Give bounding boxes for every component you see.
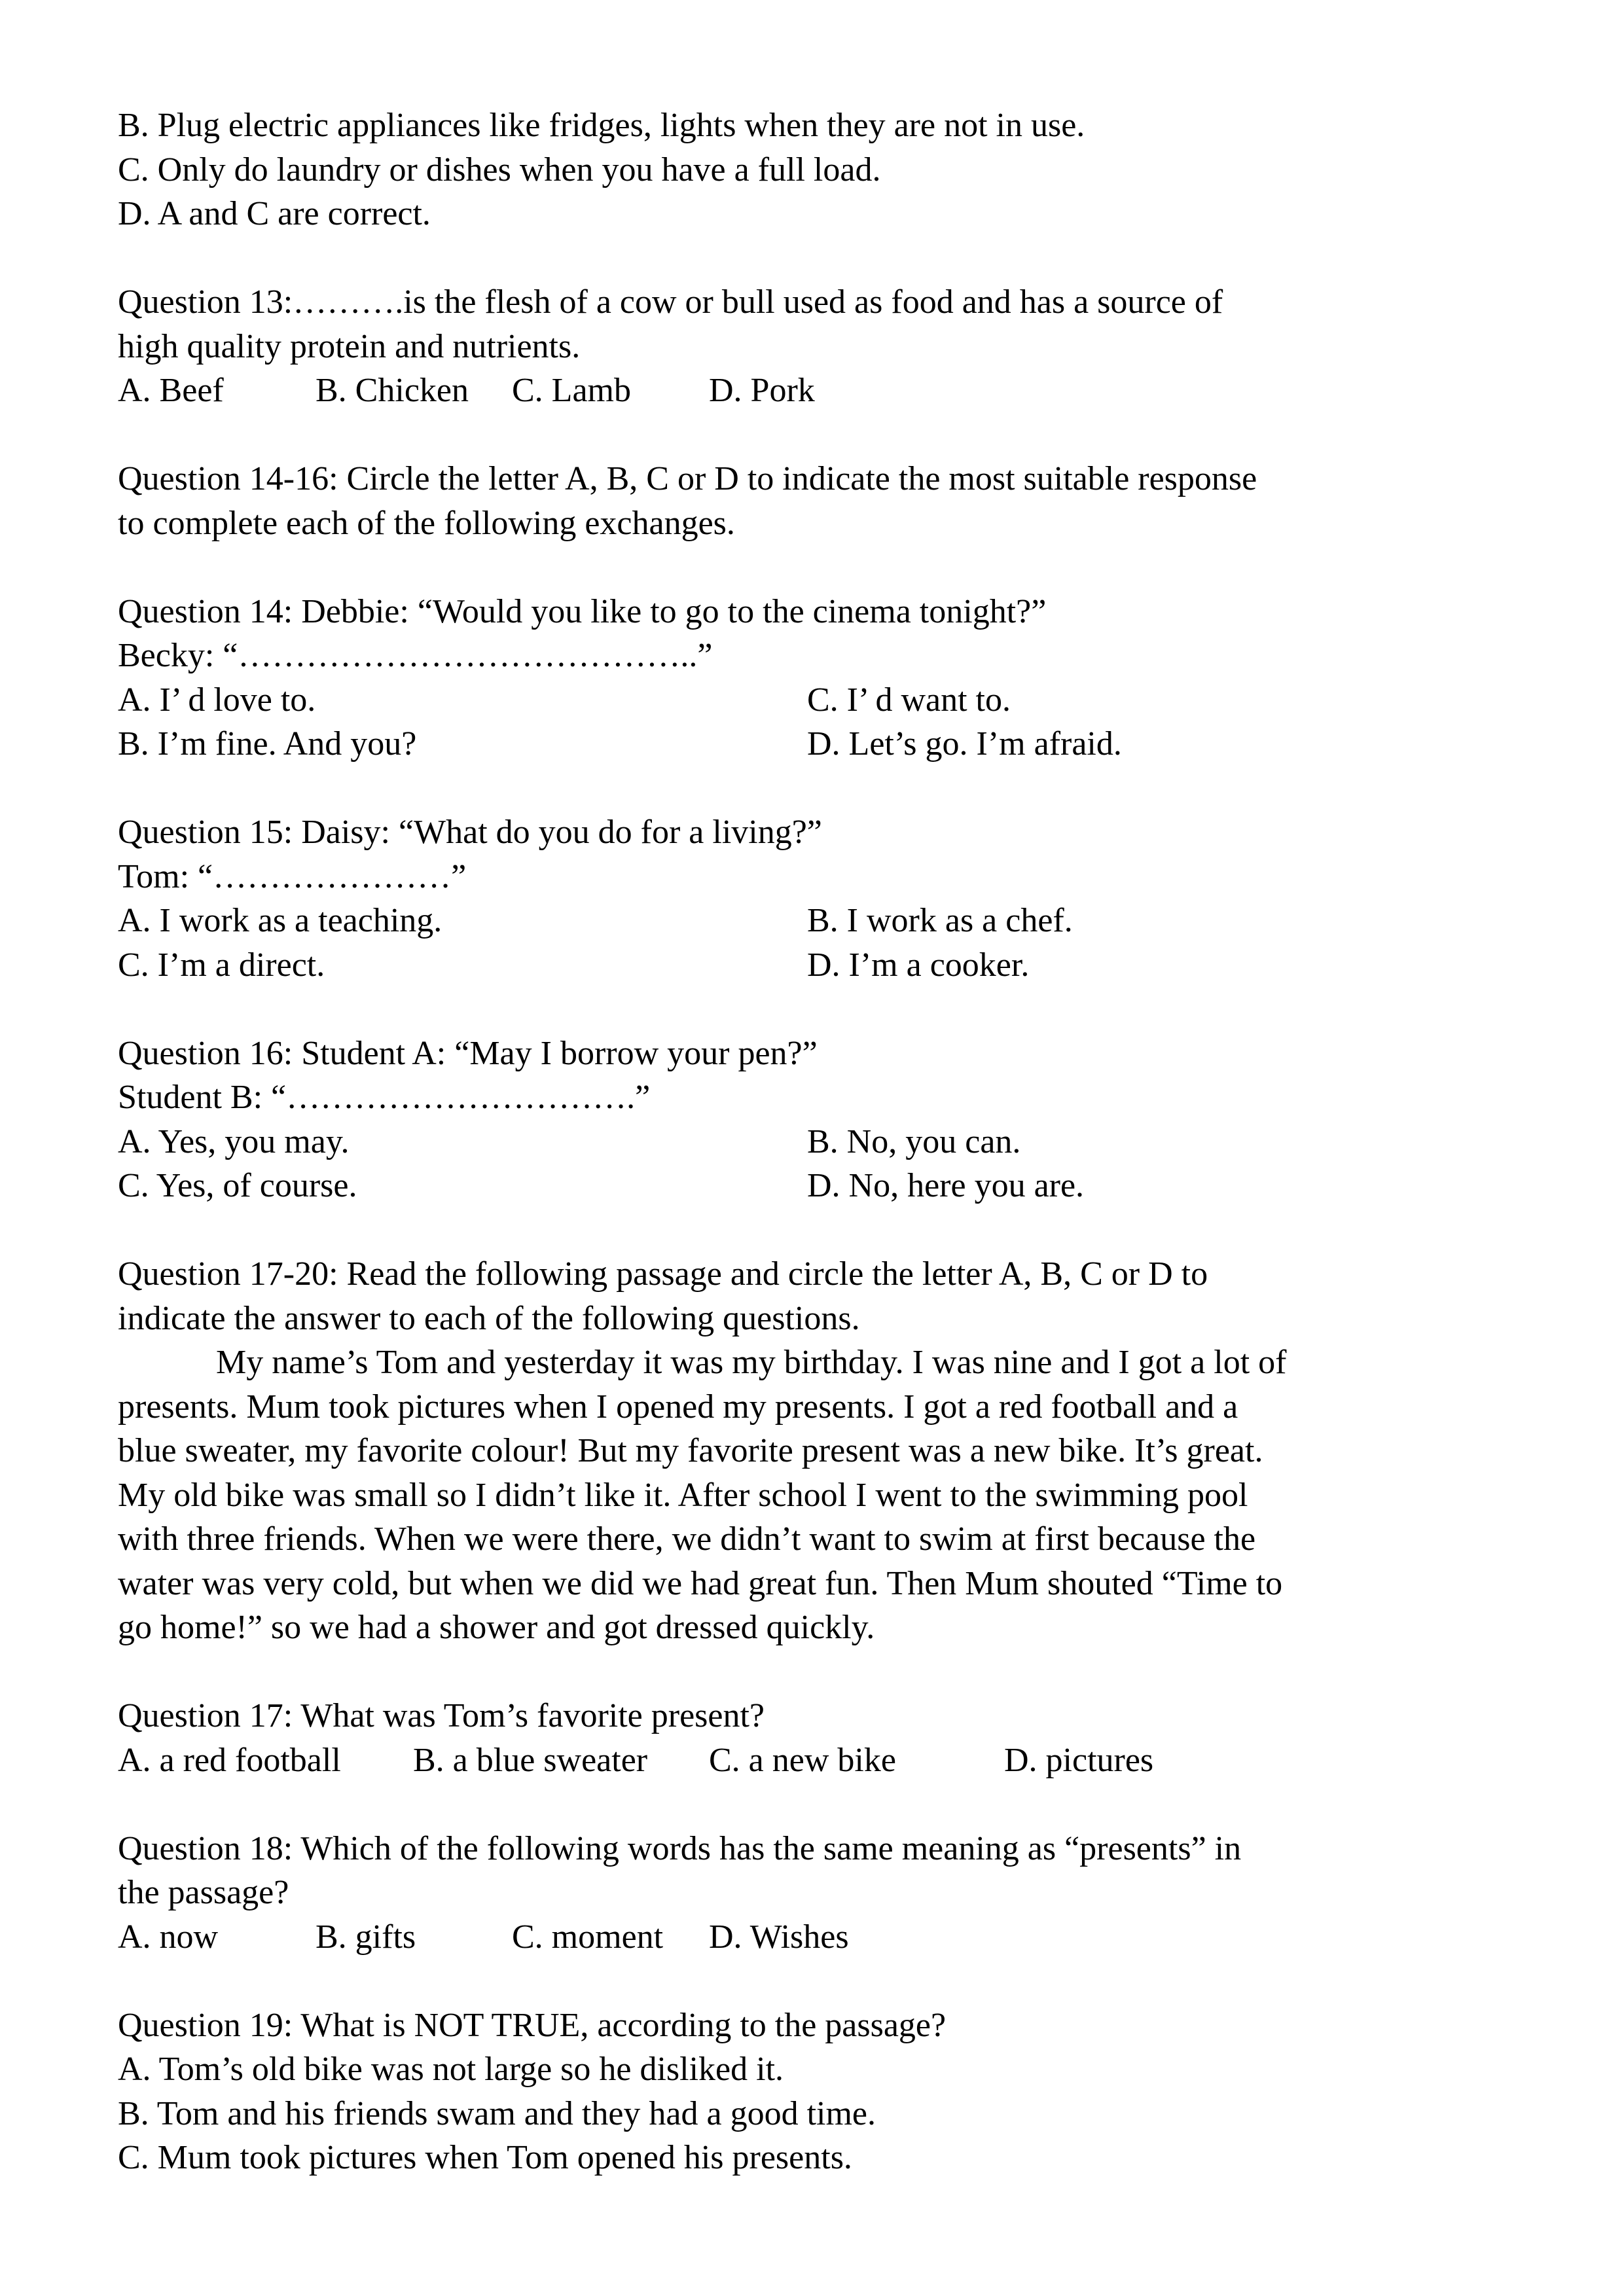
q14-options-row2 (118, 722, 1506, 766)
instructions-14-16-line1: Question 14-16: Circle the letter A, B, C or D to indicate the most suitable response (118, 460, 1257, 497)
passage-line: My name’s Tom and yesterday it was my birthday. I was nine and I got a lot of (216, 1344, 1287, 1381)
passage-line: water was very cold, but when we did we had great fun. Then Mum shouted “Time to (118, 1564, 1283, 1602)
passage-line: presents. Mum took pictures when I opened my presents. I got a red football and a (118, 1388, 1238, 1426)
q16-options-row2 (118, 1164, 1506, 1208)
spacer (118, 545, 1506, 590)
q16-option-c: C. Yes, of course. (118, 1167, 357, 1204)
q15-option-c: C. I’m a direct. (118, 946, 325, 984)
q15-options-row1 (118, 899, 1506, 943)
instructions-14-16-line2: to complete each of the following exchanges. (118, 504, 735, 542)
spacer (118, 236, 1506, 281)
q14-prompt: Question 14: Debbie: “Would you like to go to the cinema tonight?” (118, 592, 1047, 630)
q13-options (118, 368, 1506, 413)
q15-option-d: D. I’m a cooker. (807, 946, 1030, 984)
spacer (118, 1208, 1506, 1253)
q16-reply: Student B: “………………………….” (118, 1079, 651, 1116)
reading-passage (118, 1340, 1506, 1650)
q15-options-row2 (118, 943, 1506, 988)
q15-option-a: A. I work as a teaching. (118, 902, 442, 939)
q17-stem: Question 17: What was Tom’s favorite present? (118, 1697, 765, 1734)
q15-reply: Tom: “…………………” (118, 857, 467, 895)
q18-options (118, 1915, 1506, 1960)
q16-option-a: A. Yes, you may. (118, 1122, 350, 1160)
q14-option-c: C. I’ d want to. (807, 681, 1011, 719)
q18-option-d: D. Wishes (709, 1918, 849, 1956)
q18-option-c: C. moment (512, 1918, 664, 1956)
passage-line: My old bike was small so I didn’t like it. After school I went to the swimming pool (118, 1476, 1248, 1514)
q18-stem-line2: the passage? (118, 1874, 289, 1911)
q16-option-b: B. No, you can. (807, 1122, 1021, 1160)
q17-option-b: B. a blue sweater (413, 1741, 648, 1779)
page-content (118, 103, 1506, 2180)
q17-options (118, 1738, 1506, 1783)
q12-option-d: D. A and C are correct. (118, 195, 431, 232)
passage-line: blue sweater, my favorite colour! But my favorite present was a new bike. It’s great. (118, 1432, 1263, 1469)
q14-option-b: B. I’m fine. And you? (118, 725, 417, 762)
instructions-17-20-line2: indicate the answer to each of the following questions. (118, 1299, 860, 1337)
passage-line: go home!” so we had a shower and got dressed quickly. (118, 1609, 875, 1646)
q13-stem-line2: high quality protein and nutrients. (118, 327, 581, 365)
q13-option-d: D. Pork (709, 372, 815, 409)
spacer (118, 1782, 1506, 1827)
q14-reply: Becky: “…………………………………..” (118, 637, 713, 674)
q12-option-b: B. Plug electric appliances like fridges, lights when they are not in use. (118, 107, 1085, 144)
instructions-17-20-line1: Question 17-20: Read the following passage and circle the letter A, B, C or D to (118, 1255, 1208, 1293)
q19-option-b: B. Tom and his friends swam and they had a good time. (118, 2094, 876, 2132)
q18-option-b: B. gifts (316, 1918, 416, 1956)
q15-option-b: B. I work as a chef. (807, 902, 1073, 939)
q19-option-c: C. Mum took pictures when Tom opened his presents. (118, 2139, 852, 2176)
q19-stem: Question 19: What is NOT TRUE, according to the passage? (118, 2006, 947, 2044)
spacer (118, 987, 1506, 1031)
q13-option-c: C. Lamb (512, 372, 631, 409)
q14-options-row1 (118, 678, 1506, 723)
q12-option-c: C. Only do laundry or dishes when you have a full load. (118, 151, 881, 188)
q17-option-c: C. a new bike (709, 1741, 896, 1779)
passage-line: with three friends. When we were there, we didn’t want to swim at first because the (118, 1520, 1256, 1558)
q18-stem-line1: Question 18: Which of the following words has the same meaning as “presents” in (118, 1829, 1242, 1867)
q16-prompt: Question 16: Student A: “May I borrow your pen?” (118, 1034, 818, 1072)
spacer (118, 1959, 1506, 2003)
spacer (118, 413, 1506, 457)
q16-option-d: D. No, here you are. (807, 1167, 1085, 1204)
spacer (118, 1650, 1506, 1695)
q19-option-a: A. Tom’s old bike was not large so he disliked it. (118, 2051, 784, 2088)
q14-option-d: D. Let’s go. I’m afraid. (807, 725, 1122, 762)
spacer (118, 766, 1506, 811)
q15-prompt: Question 15: Daisy: “What do you do for a living?” (118, 814, 822, 851)
q14-option-a: A. I’ d love to. (118, 681, 316, 719)
q13-option-b: B. Chicken (316, 372, 469, 409)
q16-options-row1 (118, 1120, 1506, 1164)
q18-option-a: A. now (118, 1918, 219, 1956)
q17-option-d: D. pictures (1004, 1741, 1154, 1779)
q13-option-a: A. Beef (118, 372, 224, 409)
q17-option-a: A. a red football (118, 1741, 341, 1779)
q13-stem-line1: Question 13:……….is the flesh of a cow or bull used as food and has a source of (118, 283, 1223, 321)
